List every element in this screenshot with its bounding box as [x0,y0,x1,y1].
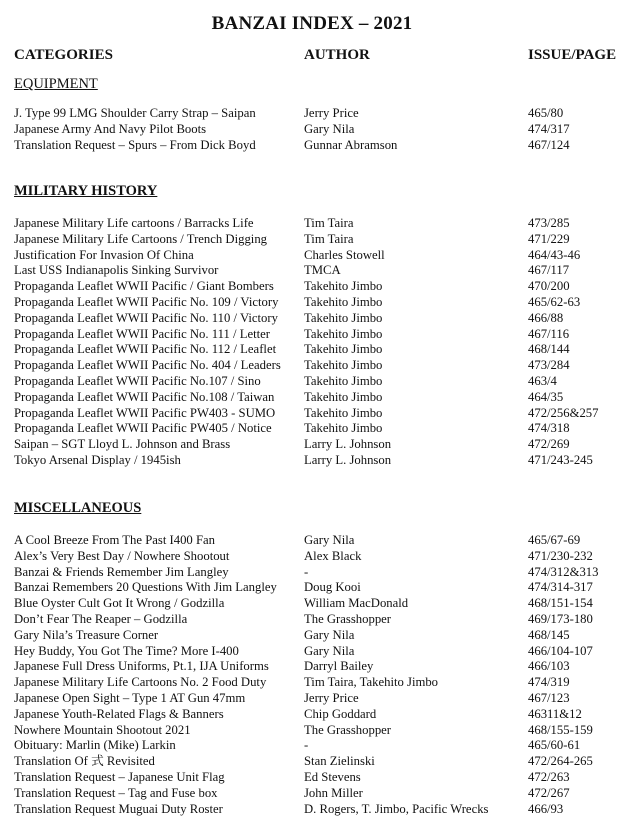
entry-author: Gary Nila [304,121,355,136]
entry-author: Gary Nila [304,643,355,658]
table-row [0,232,624,248]
entry-title: Last USS Indianapolis Sinking Survivor [14,263,219,278]
entry-issue-page: 472/256&257 [528,405,599,420]
entry-author: Takehito Jimbo [304,342,383,357]
entry-author: Takehito Jimbo [304,310,383,325]
entry-title: Japanese Army And Navy Pilot Boots [14,121,207,136]
entry-title: Propaganda Leaflet WWII Pacific PW403 - SUMO [14,405,276,420]
entry-author: Larry L. Johnson [304,452,392,467]
section-heading-equipment: EQUIPMENT [14,76,98,92]
equipment-rows [0,106,624,153]
entry-issue-page: 474/317 [528,121,570,136]
table-row [0,106,624,122]
entry-issue-page: 466/93 [528,801,564,816]
table-row [0,421,624,437]
entry-issue-page: 467/123 [528,690,570,705]
entry-title: Nowhere Mountain Shootout 2021 [14,722,191,737]
column-header-categories: CATEGORIES [14,47,113,63]
entry-author: D. Rogers, T. Jimbo, Pacific Wrecks [304,801,489,816]
entry-issue-page: 468/155-159 [528,722,593,737]
table-row [0,659,624,675]
entry-author: John Miller [304,785,363,800]
entry-author: Takehito Jimbo [304,294,383,309]
entry-issue-page: 467/124 [528,137,570,152]
entry-author: Takehito Jimbo [304,279,383,294]
entry-issue-page: 472/263 [528,769,570,784]
table-row [0,802,624,818]
entry-author: Alex Black [304,548,362,563]
entry-issue-page: 466/103 [528,659,570,674]
entry-author: Darryl Bailey [304,659,374,674]
entry-issue-page: 468/144 [528,342,570,357]
entry-title: Propaganda Leaflet WWII Pacific No. 404 / Leaders [14,358,281,373]
table-row [0,279,624,295]
entry-title: Hey Buddy, You Got The Time? More I-400 [14,643,239,658]
entry-author: The Grasshopper [304,722,392,737]
entry-title: Propaganda Leaflet WWII Pacific PW405 / Notice [14,421,272,436]
table-row [0,707,624,723]
entry-issue-page: 474/312&313 [528,564,599,579]
entry-author: - [304,738,309,753]
entry-issue-page: 468/151-154 [528,596,593,611]
entry-issue-page: 473/284 [528,358,570,373]
entry-title: Propaganda Leaflet WWII Pacific No. 112 / Leaflet [14,342,277,357]
table-row [0,549,624,565]
entry-issue-page: 464/43-46 [528,247,581,262]
entry-title: Japanese Military Life Cartoons No. 2 Food Duty [14,675,267,690]
table-row [0,437,624,453]
entry-issue-page: 474/318 [528,421,570,436]
entry-issue-page: 472/264-265 [528,754,593,769]
entry-title: Banzai Remembers 20 Questions With Jim Langley [14,580,277,595]
entry-author: Takehito Jimbo [304,389,383,404]
table-row [0,596,624,612]
table-row [0,786,624,802]
entry-author: Doug Kooi [304,580,361,595]
entry-issue-page: 465/62-63 [528,294,581,309]
table-row [0,453,624,469]
entry-author: - [304,564,309,579]
table-row [0,691,624,707]
entry-title: Justification For Invasion Of China [14,247,194,262]
entry-author: Jerry Price [304,106,359,120]
entry-title: Translation Of 式 Revisited [14,754,155,769]
entry-author: Takehito Jimbo [304,373,383,388]
table-row [0,138,624,154]
entry-issue-page: 472/269 [528,437,570,452]
table-row [0,390,624,406]
entry-title: Japanese Full Dress Uniforms, Pt.1, IJA Uniforms [14,659,269,674]
entry-issue-page: 473/285 [528,216,570,230]
table-row [0,628,624,644]
column-header-author: AUTHOR [304,47,370,63]
entry-issue-page: 465/80 [528,106,564,120]
table-row [0,675,624,691]
military-history-rows [0,216,624,469]
section-heading-military-history: MILITARY HISTORY [14,183,158,199]
entry-author: Jerry Price [304,690,359,705]
entry-title: Alex’s Very Best Day / Nowhere Shootout [14,548,230,563]
entry-author: Gunnar Abramson [304,137,398,152]
entry-title: J. Type 99 LMG Shoulder Carry Strap – Saipan [14,106,256,120]
entry-title: Japanese Open Sight – Type 1 AT Gun 47mm [14,690,246,705]
table-row [0,374,624,390]
entry-issue-page: 464/35 [528,389,564,404]
entry-title: Propaganda Leaflet WWII Pacific No.107 / Sino [14,373,261,388]
entry-title: Translation Request Muguai Duty Roster [14,801,223,816]
table-row [0,770,624,786]
entry-author: Larry L. Johnson [304,437,392,452]
table-row [0,644,624,660]
entry-title: Japanese Youth-Related Flags & Banners [14,706,224,721]
table-row [0,311,624,327]
entry-author: Tim Taira [304,216,354,230]
entry-title: Japanese Military Life cartoons / Barracks Life [14,216,254,230]
entry-title: Translation Request – Japanese Unit Flag [14,769,225,784]
entry-title: Propaganda Leaflet WWII Pacific / Giant Bombers [14,279,274,294]
table-row [0,754,624,770]
entry-title: Translation Request – Spurs – From Dick Boyd [14,137,256,152]
entry-title: Japanese Military Life Cartoons / Trench Digging [14,231,268,246]
table-row [0,122,624,138]
entry-issue-page: 472/267 [528,785,570,800]
entry-title: Propaganda Leaflet WWII Pacific No.108 / Taiwan [14,389,275,404]
table-row [0,612,624,628]
miscellaneous-rows [0,533,624,817]
entry-title: Don’t Fear The Reaper – Godzilla [14,611,188,626]
entry-issue-page: 470/200 [528,279,570,294]
entry-author: Tim Taira, Takehito Jimbo [304,675,439,690]
entry-author: Charles Stowell [304,247,385,262]
table-row [0,295,624,311]
entry-title: Propaganda Leaflet WWII Pacific No. 110 / Victory [14,310,278,325]
entry-issue-page: 465/67-69 [528,533,581,547]
entry-author: Stan Zielinski [304,754,375,769]
table-row [0,327,624,343]
entry-title: Banzai & Friends Remember Jim Langley [14,564,229,579]
entry-author: Takehito Jimbo [304,405,383,420]
entry-title: Propaganda Leaflet WWII Pacific No. 109 / Victory [14,294,279,309]
column-header-issue-page: ISSUE/PAGE [528,47,617,63]
entry-issue-page: 471/243-245 [528,452,593,467]
entry-issue-page: 466/88 [528,310,564,325]
table-row [0,565,624,581]
entry-issue-page: 468/145 [528,627,570,642]
entry-author: Tim Taira [304,231,354,246]
table-row [0,216,624,232]
page-title: BANZAI INDEX – 2021 [211,13,413,34]
table-row [0,738,624,754]
entry-title: A Cool Breeze From The Past I400 Fan [14,533,215,547]
entry-issue-page: 463/4 [528,373,557,388]
entry-issue-page: 469/173-180 [528,611,593,626]
table-row [0,533,624,549]
entry-author: Ed Stevens [304,769,361,784]
entry-author: TMCA [304,263,341,278]
entry-author: Takehito Jimbo [304,421,383,436]
entry-title: Gary Nila’s Treasure Corner [14,627,159,642]
entry-author: William MacDonald [304,596,409,611]
entry-issue-page: 474/314-317 [528,580,593,595]
table-row [0,406,624,422]
entry-author: Chip Goddard [304,706,377,721]
entry-issue-page: 467/116 [528,326,570,341]
entry-issue-page: 46311&12 [528,706,582,721]
entry-author: The Grasshopper [304,611,392,626]
entry-author: Gary Nila [304,627,355,642]
entry-issue-page: 471/230-232 [528,548,593,563]
table-row [0,580,624,596]
entry-author: Takehito Jimbo [304,326,383,341]
entry-title: Translation Request – Tag and Fuse box [14,785,218,800]
table-row [0,723,624,739]
table-row [0,342,624,358]
entry-author: Gary Nila [304,533,355,547]
table-row [0,248,624,264]
entry-issue-page: 471/229 [528,231,570,246]
section-heading-miscellaneous: MISCELLANEOUS [14,500,142,516]
entry-title: Tokyo Arsenal Display / 1945ish [14,452,181,467]
entry-issue-page: 465/60-61 [528,738,581,753]
entry-issue-page: 467/117 [528,263,570,278]
entry-title: Saipan – SGT Lloyd L. Johnson and Brass [14,437,231,452]
entry-title: Propaganda Leaflet WWII Pacific No. 111 / Letter [14,326,270,341]
entry-issue-page: 474/319 [528,675,570,690]
entry-author: Takehito Jimbo [304,358,383,373]
entry-issue-page: 466/104-107 [528,643,593,658]
entry-title: Blue Oyster Cult Got It Wrong / Godzilla [14,596,225,611]
table-row [0,263,624,279]
table-row [0,358,624,374]
entry-title: Obituary: Marlin (Mike) Larkin [14,738,176,753]
